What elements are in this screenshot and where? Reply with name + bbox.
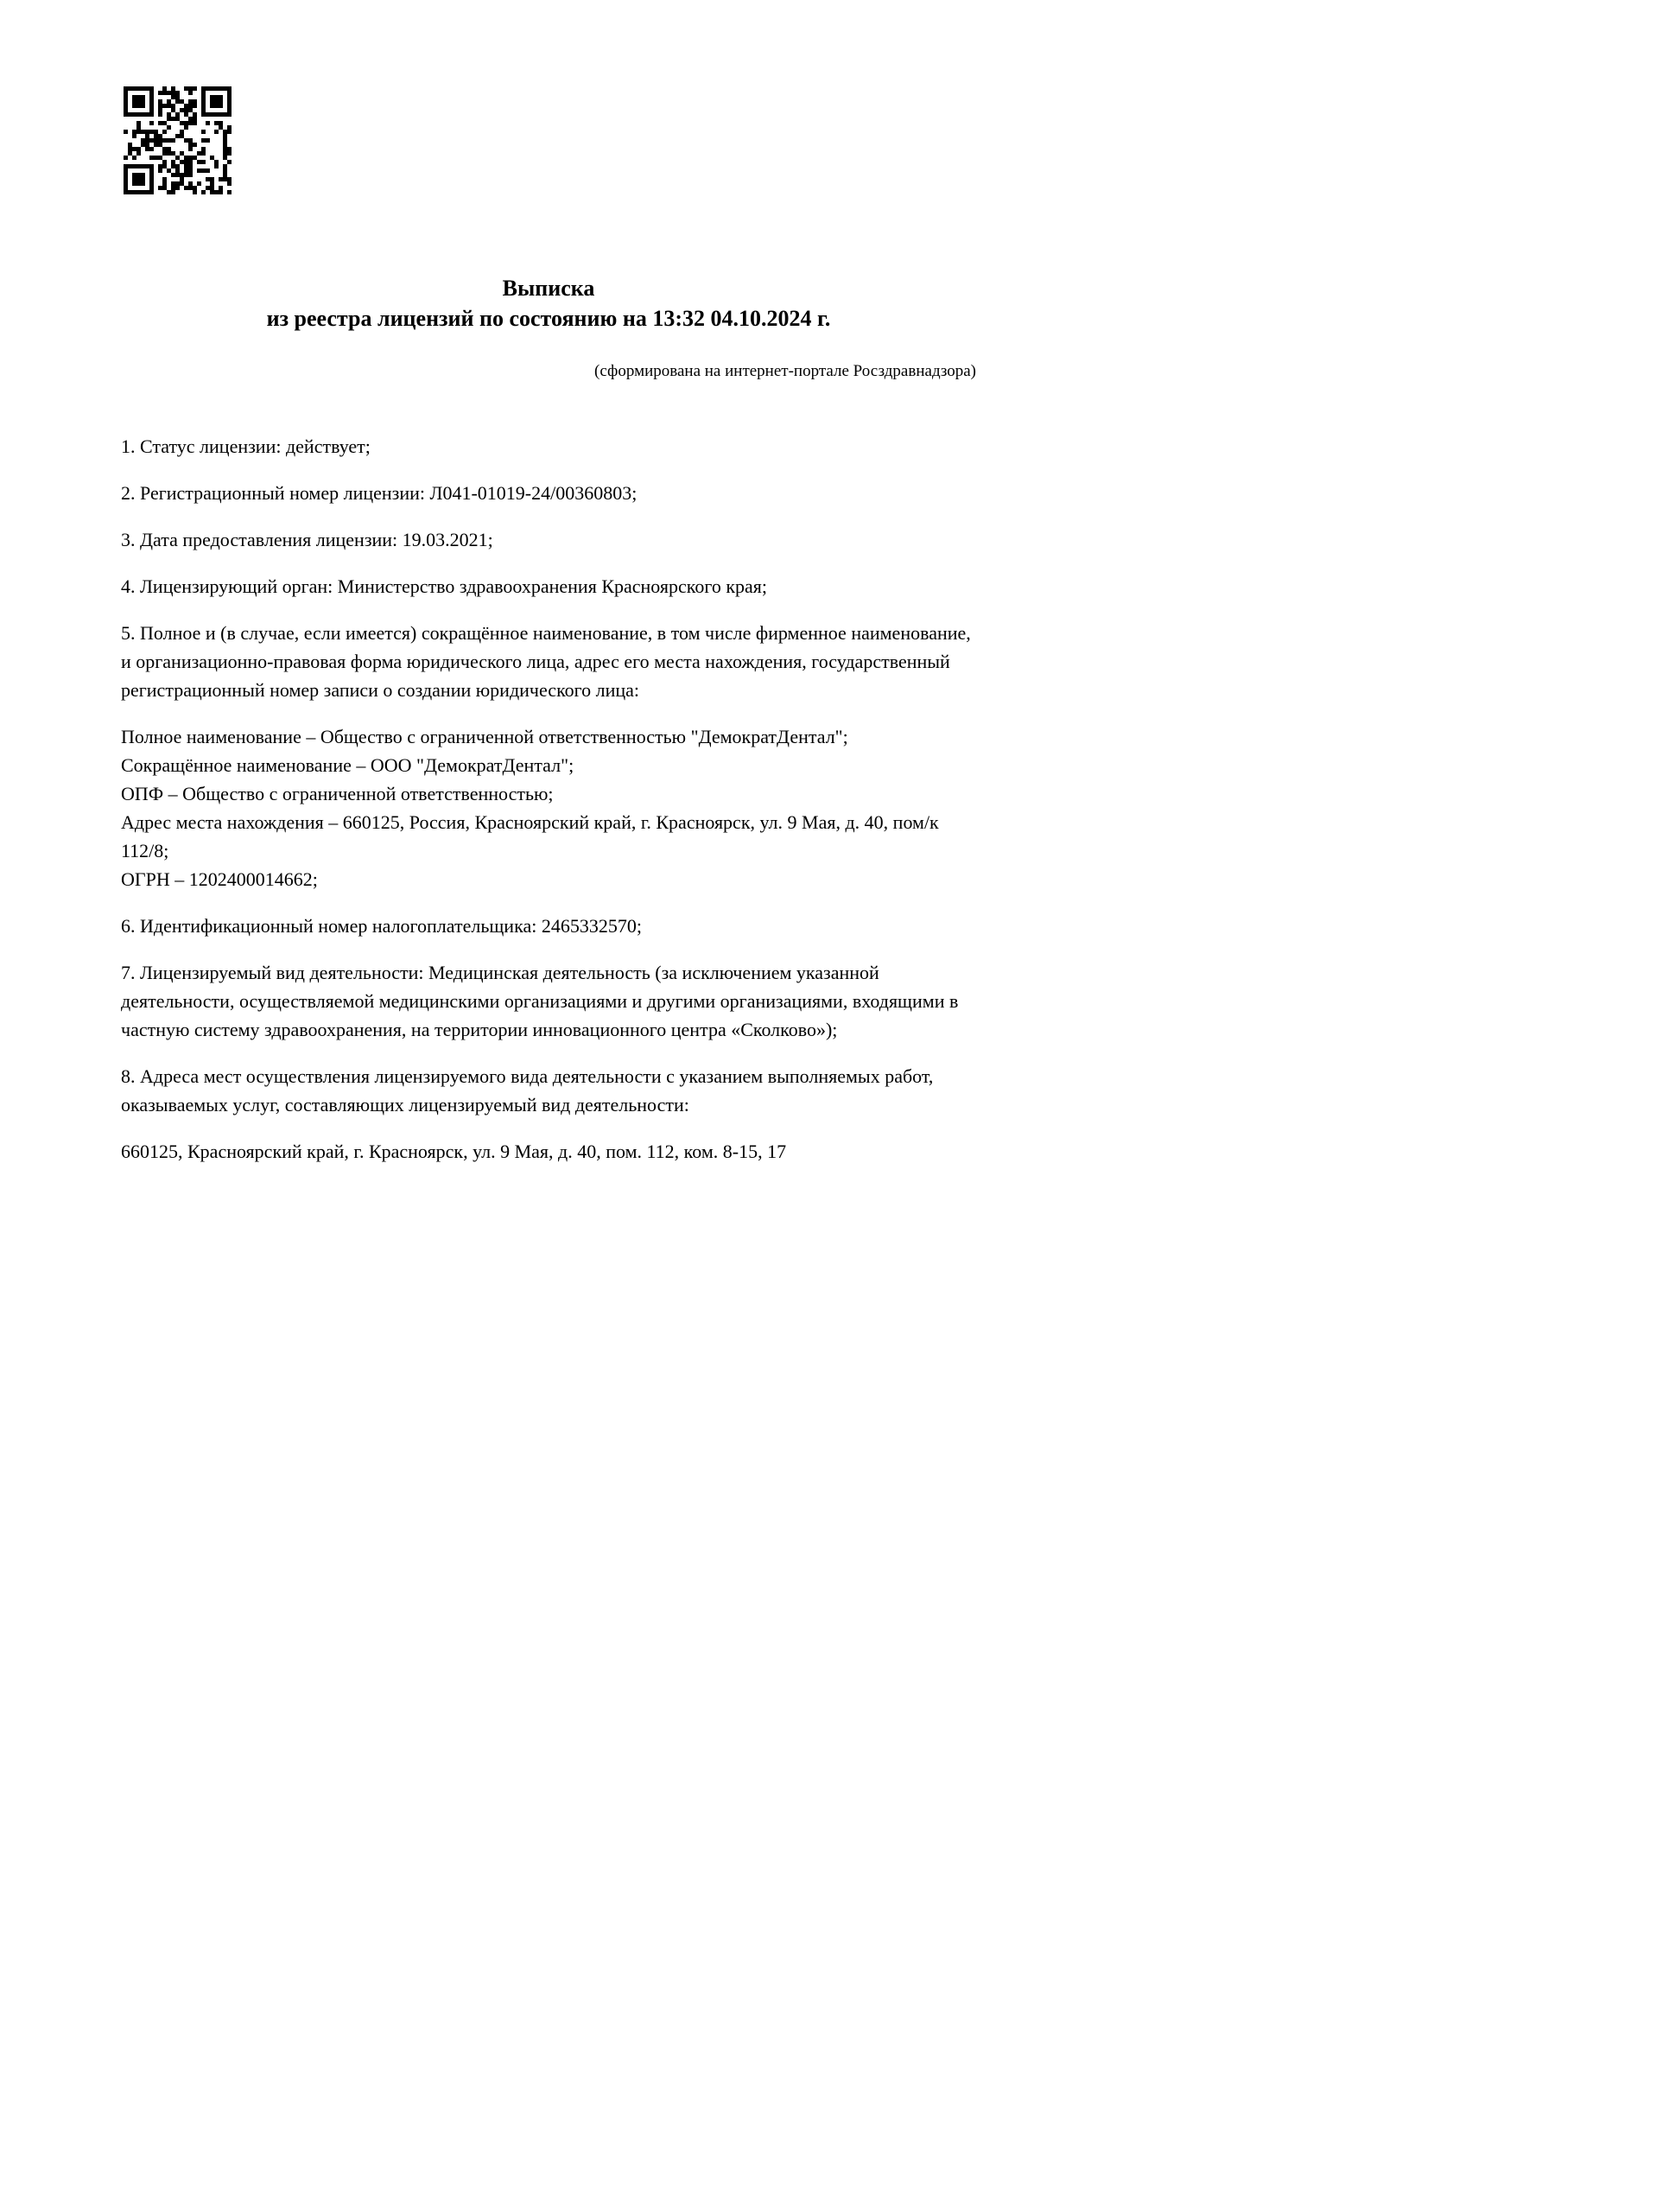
- title-line-2: из реестра лицензий по состоянию на 13:32 04.10.2024 г.: [266, 306, 831, 331]
- paragraph-activity-address: 660125, Красноярский край, г. Красноярск, ул. 9 Мая, д. 40, пом. 112, ком. 8-15, 17: [121, 1141, 787, 1162]
- qr-code: [124, 86, 232, 194]
- company-details-block: [121, 722, 976, 893]
- paragraph-licensing-authority: 4. Лицензирующий орган: Министерство здравоохранения Красноярского края;: [121, 575, 767, 597]
- company-legal-form: ОПФ – Общество с ограниченной ответственностью;: [121, 783, 554, 804]
- company-address: Адрес места нахождения – 660125, Россия, Красноярский край, г. Красноярск, ул. 9 Мая, д. 40, пом/к 112/8;: [121, 811, 939, 861]
- company-short-name: Сокращённое наименование – ООО "ДемократДентал";: [121, 754, 574, 776]
- paragraph-name-section-heading: 5. Полное и (в случае, если имеется) сокращённое наименование, в том числе фирменное наименование, и организационно-правовая форма юридического лица, адрес его места нахождения, государственный регистрационный номер записи о создании юридического лица:: [121, 622, 971, 701]
- paragraph-grant-date: 3. Дата предоставления лицензии: 19.03.2021;: [121, 529, 493, 550]
- formation-note: (сформирована на интернет-портале Росздравнадзора): [594, 362, 976, 380]
- document-title: [121, 273, 976, 334]
- title-line-1: Выписка: [502, 276, 595, 301]
- paragraph-inn: 6. Идентификационный номер налогоплательщика: 2465332570;: [121, 915, 642, 937]
- paragraph-registration-number: 2. Регистрационный номер лицензии: Л041-01019-24/00360803;: [121, 482, 638, 504]
- document-content: [121, 273, 976, 1184]
- paragraph-licensed-activity: 7. Лицензируемый вид деятельности: Медицинская деятельность (за исключением указанной деятельности, осуществляемой медицинскими организациями и другими организациями, входящими в частную систему здравоохранения, на территории инновационного центра «Сколково»);: [121, 962, 959, 1040]
- company-ogrn: ОГРН – 1202400014662;: [121, 868, 318, 890]
- paragraph-license-status: 1. Статус лицензии: действует;: [121, 435, 371, 457]
- company-full-name: Полное наименование – Общество с ограниченной ответственностью "ДемократДентал";: [121, 726, 848, 747]
- paragraph-activity-addresses-heading: 8. Адреса мест осуществления лицензируемого вида деятельности с указанием выполняемых работ, оказываемых услуг, составляющих лицензируемый вид деятельности:: [121, 1065, 934, 1116]
